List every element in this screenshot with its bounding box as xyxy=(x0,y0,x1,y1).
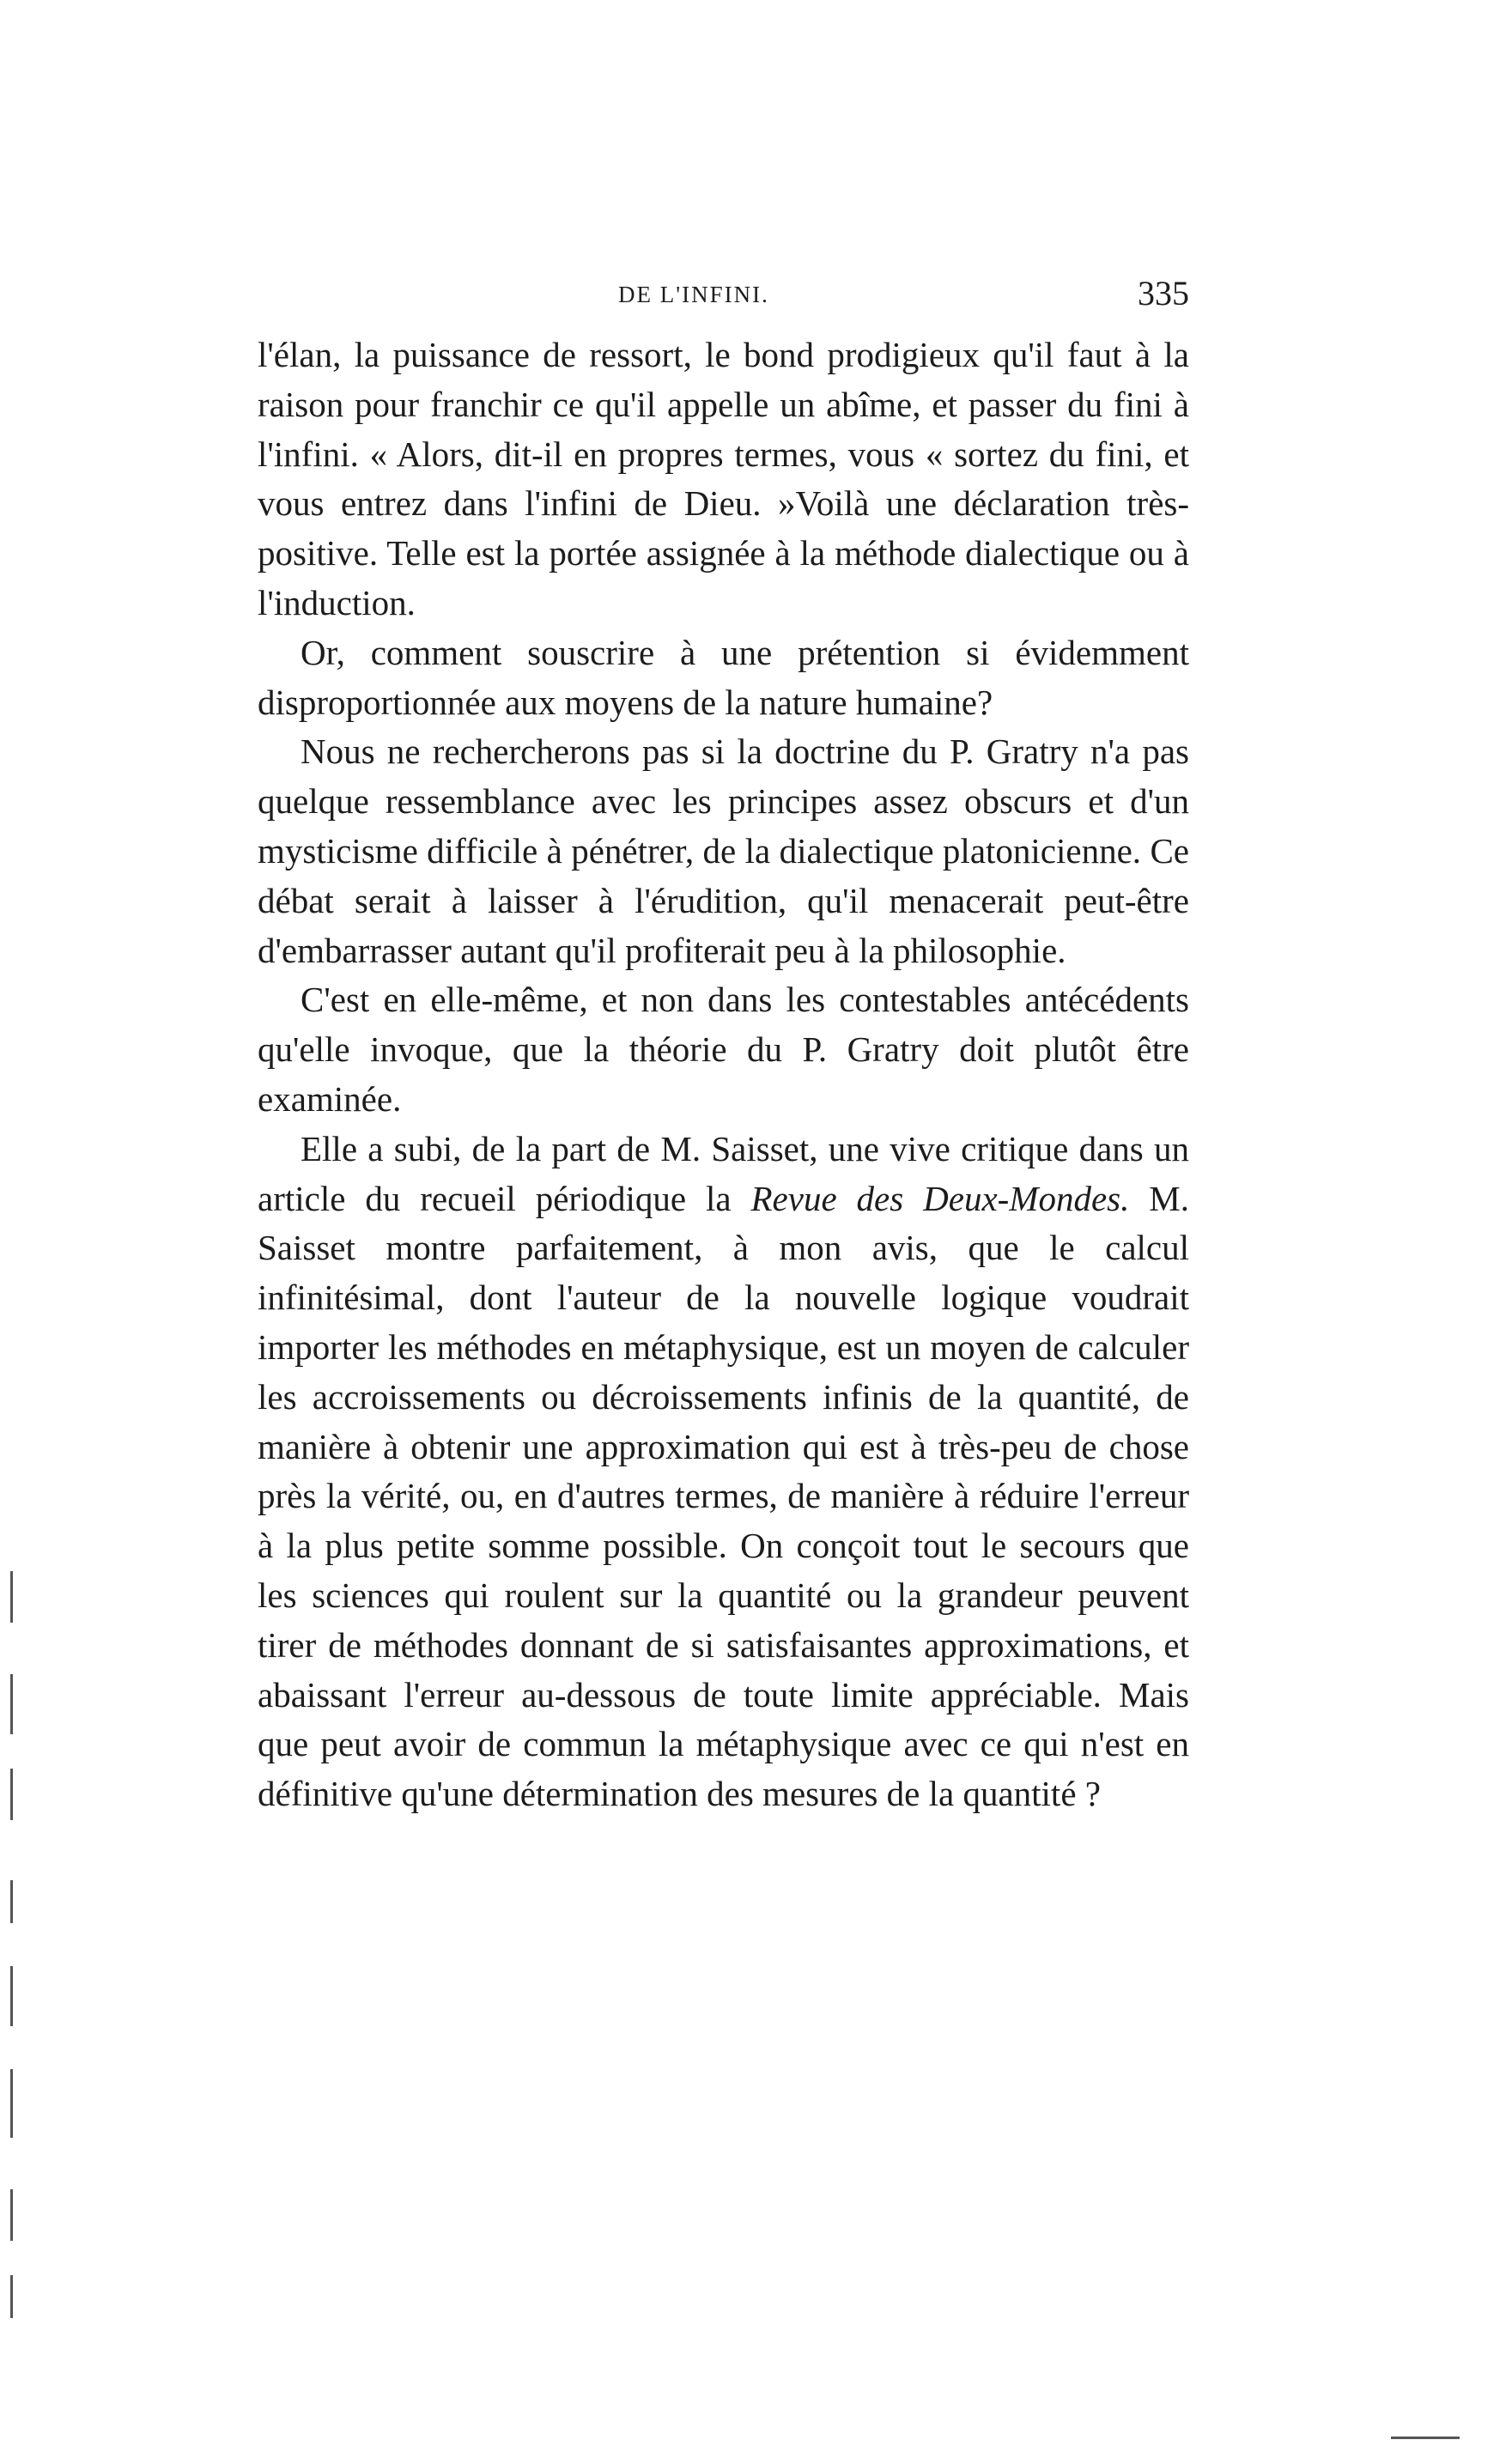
paragraph-5 xyxy=(258,1125,1189,1819)
journal-title: Revue des Deux-Mondes. xyxy=(750,1178,1130,1218)
paragraph-1: l'élan, la puissance de ressort, le bond prodigieux qu'il faut à la raison pour franchir ce qu'il appelle un abîme, et passer du fini à l'infini. « Alors, dit-il en propres termes, vous « sortez du fini, et vous entrez dans l'infini de Dieu. »Voilà une déclaration très-positive. Telle est la portée assignée à la méthode dialectique ou à l'induction. xyxy=(258,335,1189,622)
body-text xyxy=(258,331,1189,1819)
paragraph-2: Or, comment souscrire à une prétention si évidemment disproportionnée aux moyens de la nature humaine? xyxy=(258,632,1189,722)
running-title: DE L'INFINI. xyxy=(618,282,769,307)
paragraph-3: Nous ne rechercherons pas si la doctrine du P. Gratry n'a pas quelque ressemblance avec les principes assez obscurs et d'un mysticisme difficile à pénétrer, de la dialectique platonicienne. Ce débat serait à laisser à l'érudition, qu'il menacerait peut-être d'embarrasser autant qu'il profiterait peu à la philosophie. xyxy=(258,731,1189,970)
running-head xyxy=(258,273,1189,316)
paragraph-5-end: M. Saisset montre parfaitement, à mon avis, que le calcul infinitésimal, dont l'auteur de la nouvelle logique voudrait importer les méthodes en métaphysique, est un moyen de calculer les accroissements ou décroissements infinis de la quantité, de manière à obtenir une approximation qui est à très-peu de chose près la vérité, ou, en d'autres termes, de manière à réduire l'erreur à la plus petite somme possible. On conçoit tout le secours que les sciences qui roulent sur la quantité ou la grandeur peuvent tirer de méthodes donnant de si satisfaisantes approximations, et abaissant l'erreur au-dessous de toute limite appréciable. Mais que peut avoir de commun la métaphysique avec ce qui n'est en définitive qu'une détermination des mesures de la quantité ? xyxy=(258,1178,1189,1814)
page-number: 335 xyxy=(1138,274,1189,313)
paragraph-5-start: Elle a subi, de la part de M. Saisset, une vive critique dans un article du recueil périodique la xyxy=(258,1128,1189,1218)
scan-margin-marks xyxy=(5,1571,22,2327)
scan-corner-mark xyxy=(1391,2437,1460,2439)
paragraph-4: C'est en elle-même, et non dans les contestables antécédents qu'elle invoque, que la théorie du P. Gratry doit plutôt être examinée. xyxy=(258,980,1189,1119)
